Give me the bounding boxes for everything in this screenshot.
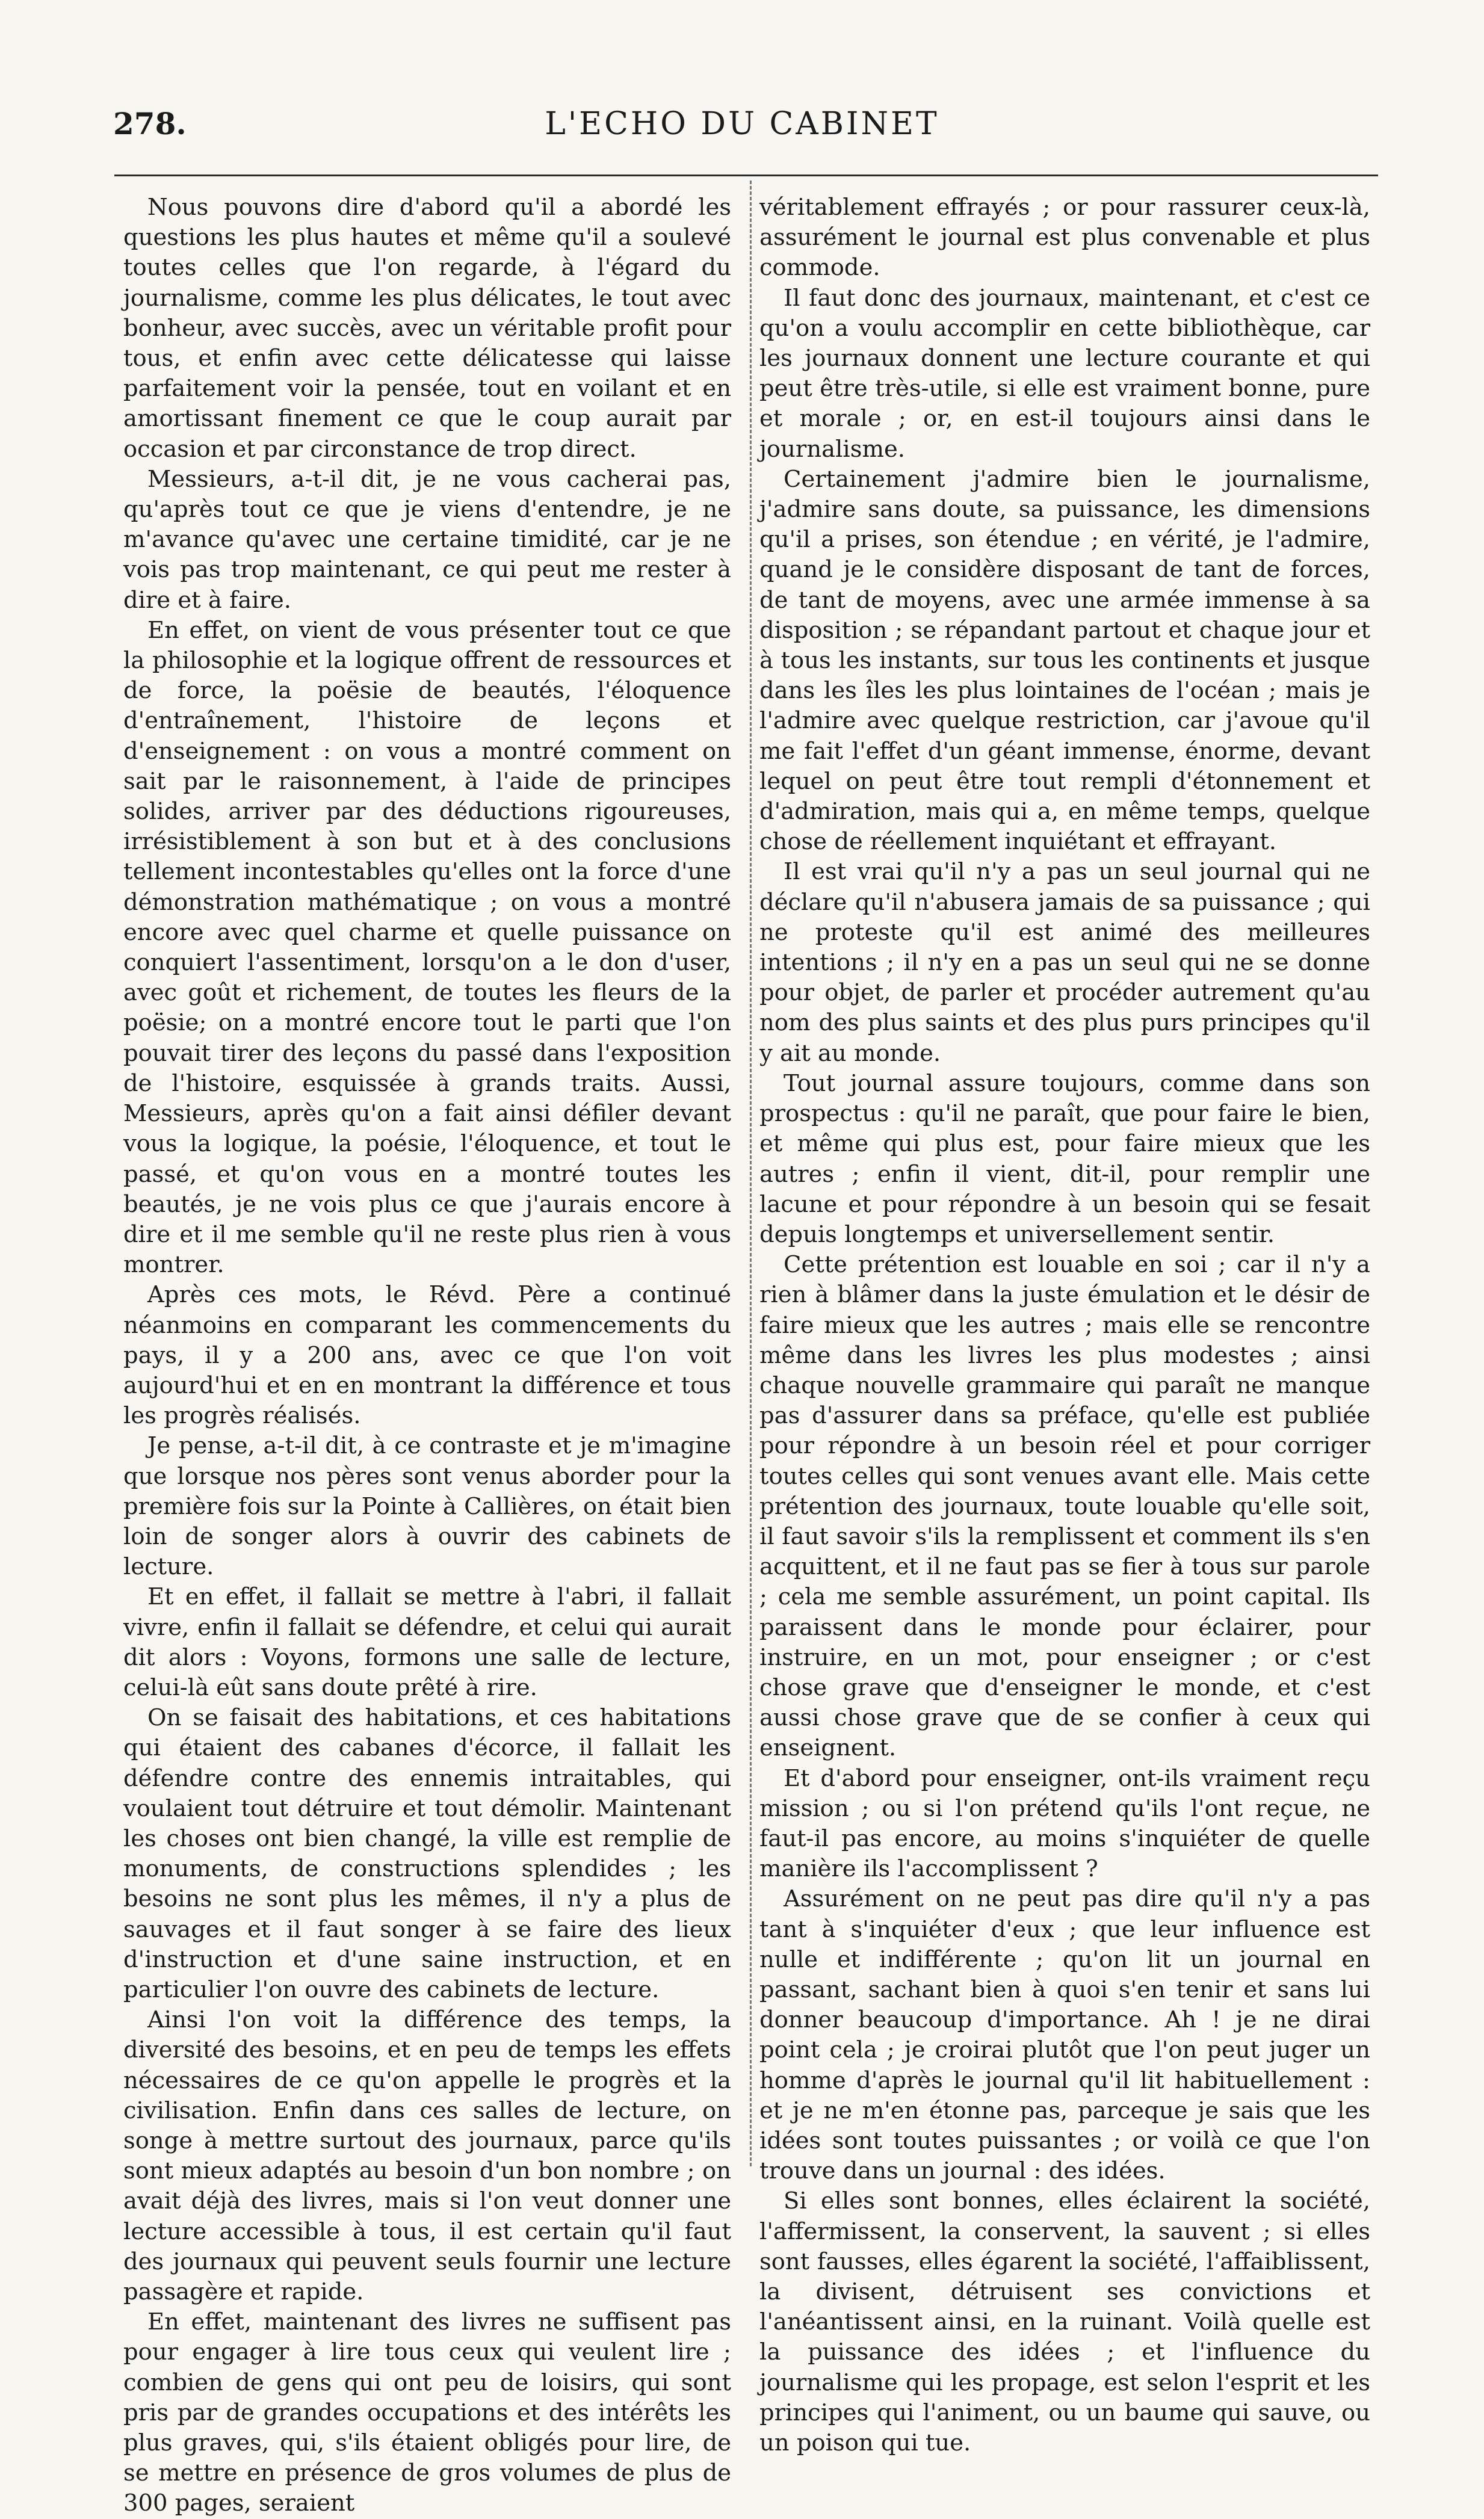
paragraph: Assurément on ne peut pas dire qu'il n'y a pas tant à s'inquiéter d'eux ; que leur influence est nulle et indifférente ; qu'on lit un journal en passant, sachant bien à quoi s'en tenir et sans lui donner beaucoup d'importance. Ah ! je ne dirai point cela ; je croirai plutôt que l'on peut juger un homme d'après le journal qu'il lit habituellement : et je ne m'en étonne pas, parceque je sais que les idées sont toutes puissantes ; or voilà ce que l'on trouve dans un journal : des idées.	[759, 1885, 1370, 2185]
paragraph-continued: véritablement effrayés ; or pour rassurer ceux-là, assurément le journal est plus convenable et plus commode.	[759, 194, 1370, 282]
paragraph: Et d'abord pour enseigner, ont-ils vraiment reçu mission ; ou si l'on prétend qu'ils l'ont reçue, ne faut-il pas encore, au moins s'inquiéter de quelle manière ils l'accomplissent ?	[759, 1764, 1370, 1883]
paragraph: Si elles sont bonnes, elles éclairent la société, l'affermissent, la conservent, la sauvent ; si elles sont fausses, elles égarent la société, l'affaiblissent, la divisent, détruisent ses convictions et l'anéantissent ainsi, en la ruinant. Voilà quelle est la puissance des idées ; et l'influence du journalisme qui les propage, est selon l'esprit et les principes qui l'animent, ou un baume qui sauve, ou un poison qui tue.	[759, 2187, 1370, 2457]
paragraph: Et en effet, il fallait se mettre à l'abri, il fallait vivre, enfin il fallait se défendre, et celui qui aurait dit alors : Voyons, formons une salle de lecture, celui-là eût sans doute prêté à rire.	[123, 1583, 731, 1701]
paragraph: En effet, maintenant des livres ne suffisent pas pour engager à lire tous ceux qui veulent lire ; combien de gens qui ont peu de loisirs, qui sont pris par de grandes occupations et des intérêts les plus graves, qui, s'ils étaient obligés pour lire, de se mettre en présence de gros volumes de plus de 300 pages, seraient	[123, 2308, 731, 2517]
left-column	[123, 193, 731, 2519]
paragraph: Après ces mots, le Révd. Père a continué néanmoins en comparant les commencements du pays, il y a 200 ans, avec ce que l'on voit aujourd'hui et en en montrant la différence et tous les progrès réalisés.	[123, 1281, 731, 1430]
paragraph: Tout journal assure toujours, comme dans son prospectus : qu'il ne paraît, que pour faire le bien, et même qui plus est, pour faire mieux que les autres ; enfin il vient, dit-il, pour remplir une lacune et pour répondre à un besoin qui se fesait depuis longtemps et universellement sentir.	[759, 1069, 1370, 1248]
paragraph: Il est vrai qu'il n'y a pas un seul journal qui ne déclare qu'il n'abusera jamais de sa puissance ; qui ne proteste qu'il est animé des meilleures intentions ; il n'y en a pas un seul qui ne se donne pour objet, de parler et procéder autrement qu'au nom des plus saints et des plus purs principes qu'il y ait au monde.	[759, 858, 1370, 1067]
running-title: L'ECHO DU CABINET	[545, 106, 939, 142]
paragraph: Messieurs, a-t-il dit, je ne vous cacherai pas, qu'après tout ce que je viens d'entendre, je ne m'avance qu'avec une certaine timidité, car je ne vois pas trop maintenant, ce qui peut me rester à dire et à faire.	[123, 465, 731, 614]
column-divider	[750, 181, 752, 2166]
paragraph: Cette prétention est louable en soi ; car il n'y a rien à blâmer dans la juste émulation et le désir de faire mieux que les autres ; mais elle se rencontre même dans les livres les plus modestes ; ainsi chaque nouvelle grammaire qui paraît ne manque pas d'assurer dans sa préface, qu'elle est publiée pour répondre à un besoin réel et pour corriger toutes celles qui sont venues avant elle. Mais cette prétention des journaux, toute louable qu'elle soit, il faut savoir s'ils la remplissent et comment ils s'en acquittent, et il ne faut pas se fier à tous sur parole ; cela me semble assurément, un point capital. Ils paraissent dans le monde pour éclairer, pour instruire, en un mot, pour enseigner ; or c'est chose grave que d'enseigner le monde, et c'est aussi chose grave que de se confier à ceux qui enseignent.	[759, 1251, 1370, 1762]
page-number: 278.	[113, 106, 187, 141]
header-rule	[114, 175, 1378, 176]
paragraph: Je pense, a-t-il dit, à ce contraste et je m'imagine que lorsque nos pères sont venus aborder pour la première fois sur la Pointe à Callières, on était bien loin de songer alors à ouvrir des cabinets de lecture.	[123, 1432, 731, 1581]
right-column	[759, 193, 1370, 2458]
paragraph: Il faut donc des journaux, maintenant, et c'est ce qu'on a voulu accomplir en cette bibliothèque, car les journaux donnent une lecture courante et qui peut être très-utile, si elle est vraiment bonne, pure et morale ; or, en est-il toujours ainsi dans le journalisme.	[759, 284, 1370, 463]
paragraph: On se faisait des habitations, et ces habitations qui étaient des cabanes d'écorce, il fallait les défendre contre des ennemis intraitables, qui voulaient tout détruire et tout démolir. Maintenant les choses ont bien changé, la ville est remplie de monuments, de constructions splendides ; les besoins ne sont plus les mêmes, il n'y a plus de sauvages et il faut songer à se faire des lieux d'instruction et d'une saine instruction, et en particulier l'on ouvre des cabinets de lecture.	[123, 1704, 731, 2003]
paragraph: En effet, on vient de vous présenter tout ce que la philosophie et la logique offrent de ressources et de force, la poësie de beautés, l'éloquence d'entraînement, l'histoire de leçons et d'enseignement : on vous a montré comment on sait par le raisonnement, à l'aide de principes solides, arriver par des déductions rigoureuses, irrésistiblement à son but et à des conclusions tellement incontestables qu'elles ont la force d'une démonstration mathématique ; on vous a montré encore avec quel charme et quelle puissance on conquiert l'assentiment, lorsqu'on a le don d'user, avec goût et richement, de toutes les fleurs de la poësie; on a montré encore tout le parti que l'on pouvait tirer des leçons du passé dans l'exposition de l'histoire, esquissée à grands traits. Aussi, Messieurs, après qu'on a fait ainsi défiler devant vous la logique, la poésie, l'éloquence, et tout le passé, et qu'on vous en a montré toutes les beautés, je ne vois plus ce que j'aurais encore à dire et il me semble qu'il ne reste plus rien à vous montrer.	[123, 616, 731, 1279]
paragraph: Certainement j'admire bien le journalisme, j'admire sans doute, sa puissance, les dimensions qu'il a prises, son étendue ; en vérité, je l'admire, quand je le considère disposant de tant de forces, de tant de moyens, avec une armée immense à sa disposition ; se répandant partout et chaque jour et à tous les instants, sur tous les continents et jusque dans les îles les plus lointaines de l'océan ; mais je l'admire avec quelque restriction, car j'avoue qu'il me fait l'effet d'un géant immense, énorme, devant lequel on peut être tout rempli d'étonnement et d'admiration, mais qui a, en même temps, quelque chose de réellement inquiétant et effrayant.	[759, 465, 1370, 856]
page-header	[0, 106, 1484, 154]
paragraph: Ainsi l'on voit la différence des temps, la diversité des besoins, et en peu de temps les effets nécessaires de ce qu'on appelle le progrès et la civilisation. Enfin dans ces salles de lecture, on songe à mettre surtout des journaux, parce qu'ils sont mieux adaptés au besoin d'un bon nombre ; on avait déjà des livres, mais si l'on veut donner une lecture accessible à tous, il est certain qu'il faut des journaux qui peuvent seuls fournir une lecture passagère et rapide.	[123, 2006, 731, 2306]
paragraph: Nous pouvons dire d'abord qu'il a abordé les questions les plus hautes et même qu'il a soulevé toutes celles que l'on regarde, à l'égard du journalisme, comme les plus délicates, le tout avec bonheur, avec succès, avec un véritable profit pour tous, et enfin avec cette délicatesse qui laisse parfaitement voir la pensée, tout en voilant et en amortissant finement ce que le coup aurait par occasion et par circonstance de trop direct.	[123, 194, 731, 463]
